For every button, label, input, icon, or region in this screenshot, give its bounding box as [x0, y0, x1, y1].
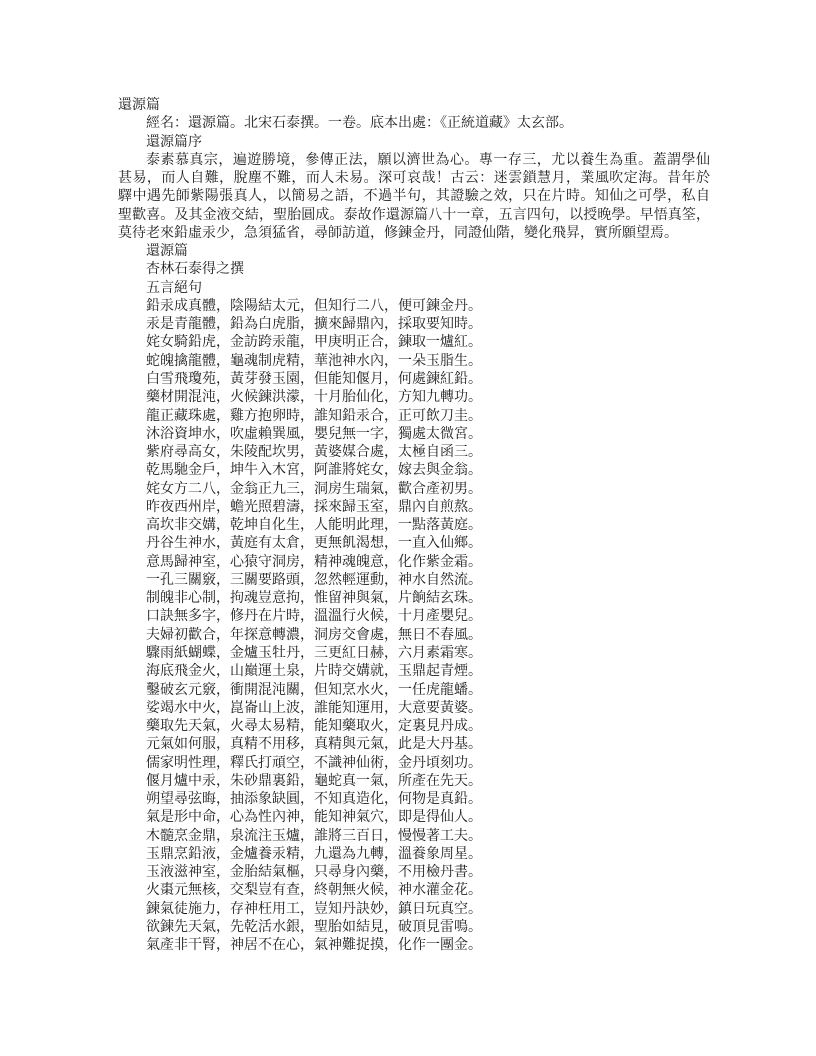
preface-line: 聖歡喜。及其金液交結，聖胎圓成。泰故作還源篇八十一章，五言四句，以授晚學。早悟真筌， [118, 206, 710, 223]
preface-line: 驛中遇先師紫陽張真人，以簡易之語，不過半句，其證驗之效，只在片時。知仙之可學，私自 [118, 188, 710, 205]
poem-line: 白雪飛瓊苑，黃芽發玉園，但能知偃月，何處鍊紅鉛。 [146, 370, 482, 387]
preface-heading: 還源篇序 [146, 133, 202, 150]
poem-line: 乾馬馳金戶，坤牛入木宮，阿誰將姹女，嫁去與金翁。 [146, 462, 482, 479]
poem-line: 一孔三關竅，三關要路頭，忽然輕運動，神水自然流。 [146, 571, 482, 588]
poem-line: 玉液滋神室，金胎結氣樞，只尋身內藥，不用檢丹書。 [146, 864, 482, 881]
poem-line: 藥取先天氣，火尋太易精，能知藥取火，定裏見丹成。 [146, 718, 482, 735]
poem-line: 龍正藏珠處，雞方抱卵時，誰知鉛汞合，正可飲刀圭。 [146, 407, 482, 424]
poem-line: 姹女方二八，金翁正九三，洞房生瑞氣，歡合產初男。 [146, 480, 482, 497]
poem-line: 玉鼎烹鉛液，金爐養汞精，九還為九轉，溫養象周星。 [146, 845, 482, 862]
poem-line: 藥材開混沌，火候鍊洪濛，十月胎仙化，方知九轉功。 [146, 389, 482, 406]
poem-line: 驟雨紙蝴蝶，金爐玉牡丹，三更紅日赫，六月素霜寒。 [146, 644, 482, 661]
poem-line: 高坎非交媾，乾坤自化生，人能明此理，一點落黃庭。 [146, 517, 482, 534]
preface-line: 甚易，而人自難，脫塵不難，而人未易。深可哀哉！古云：迷雲鎖慧月，業風吹定海。昔年於 [118, 170, 710, 187]
poem-line: 元氣如何服，真精不用移，真精與元氣，此是大丹基。 [146, 736, 482, 753]
poem-line: 火棗元無核，交梨豈有查，終朝無火候，神水灌金花。 [146, 882, 482, 899]
document-page [118, 96, 710, 954]
poem-line: 欲鍊先天氣，先乾活水銀，聖胎如結見，破頂見雷鳴。 [146, 918, 482, 935]
poem-line: 儒家明性理，釋氏打頑空，不識神仙術，金丹頃刻功。 [146, 754, 482, 771]
poem-line: 海底飛金火，山巔運土泉，片時交媾就，玉鼎起青煙。 [146, 663, 482, 680]
author-line: 杏林石泰得之撰 [146, 261, 244, 278]
preface-line: 莫待老來鉛虛汞少，急須猛省，尋師訪道，修鍊金丹，同證仙階，變化飛昇，實所願望焉。 [118, 224, 678, 241]
poem-line: 氣是形中命，心為性內神，能知神氣穴，即是得仙人。 [146, 809, 482, 826]
poem-line: 鉛汞成真體，陰陽結太元，但知行二八，便可鍊金丹。 [146, 297, 482, 314]
poem-line: 紫府尋高女，朱陵配坎男，黃婆媒合處，太極自函三。 [146, 444, 482, 461]
poem-line: 氣產非干腎，神居不在心，氣神難捉摸，化作一團金。 [146, 937, 482, 954]
poem-line: 意馬歸神室，心猿守洞房，精神魂魄意，化作紫金霜。 [146, 553, 482, 570]
poem-line: 丹谷生神水，黃庭有太倉，更無飢渴想，一直入仙鄉。 [146, 535, 482, 552]
poem-line: 木髓烹金鼎，泉流注玉爐，誰將三百日，慢慢著工夫。 [146, 827, 482, 844]
preface-paragraph [118, 151, 710, 242]
poem-line: 娑竭水中火，崑崙山上波，誰能知運用，大意要黃婆。 [146, 699, 482, 716]
poem-line: 夫婦初歡合，年探意轉濃，洞房交會處，無日不春風。 [146, 626, 482, 643]
document-title: 還源篇 [118, 97, 160, 113]
poem-line: 沐浴資坤水，吹虛賴巽風，嬰兒無一字，獨處太微宮。 [146, 425, 482, 442]
poem-line: 姹女騎鉛虎，金訪跨汞龍，甲庚明正合，鍊取一爐紅。 [146, 334, 482, 351]
poem-line: 偃月爐中汞，朱砂鼎裏鉛，龜蛇真一氣，所產在先天。 [146, 772, 482, 789]
preface-line: 泰素慕真宗，遍遊勝境，參傳正法，願以濟世為心。專一存三，尤以養生為重。蓋謂學仙 [146, 151, 710, 168]
main-heading: 還源篇 [146, 243, 188, 260]
poem-line: 制魄非心制，拘魂豈意拘，惟留神與氣，片餉結玄珠。 [146, 590, 482, 607]
poem-line: 鍊氣徒施力，存神枉用工，豈知丹訣妙，鎮日玩真空。 [146, 900, 482, 917]
source-note: 經名：還源篇。北宋石泰撰。一卷。底本出處：《正統道藏》太玄部。 [146, 115, 573, 132]
poem-line: 口訣無多字，修丹在片時，溫溫行火候，十月產嬰兒。 [146, 608, 482, 625]
poem-line: 鑿破玄元竅，衝開混沌關，但知烹水火，一任虎龍蟠。 [146, 681, 482, 698]
poem-line: 汞是青龍體，鉛為白虎脂，擴來歸鼎內，採取要知時。 [146, 316, 482, 333]
poem-list [118, 297, 710, 955]
poem-line: 蛇魄擒龍體，龜魂制虎精，華池神水內，一朵玉脂生。 [146, 352, 482, 369]
section-heading: 五言絕句 [146, 279, 202, 296]
poem-line: 昨夜西州岸，蟾光照碧濤，採來歸玉室，鼎內自煎熬。 [146, 498, 482, 515]
poem-line: 朔望尋弦晦，抽添象缺圓，不知真造化，何物是真鉛。 [146, 791, 482, 808]
